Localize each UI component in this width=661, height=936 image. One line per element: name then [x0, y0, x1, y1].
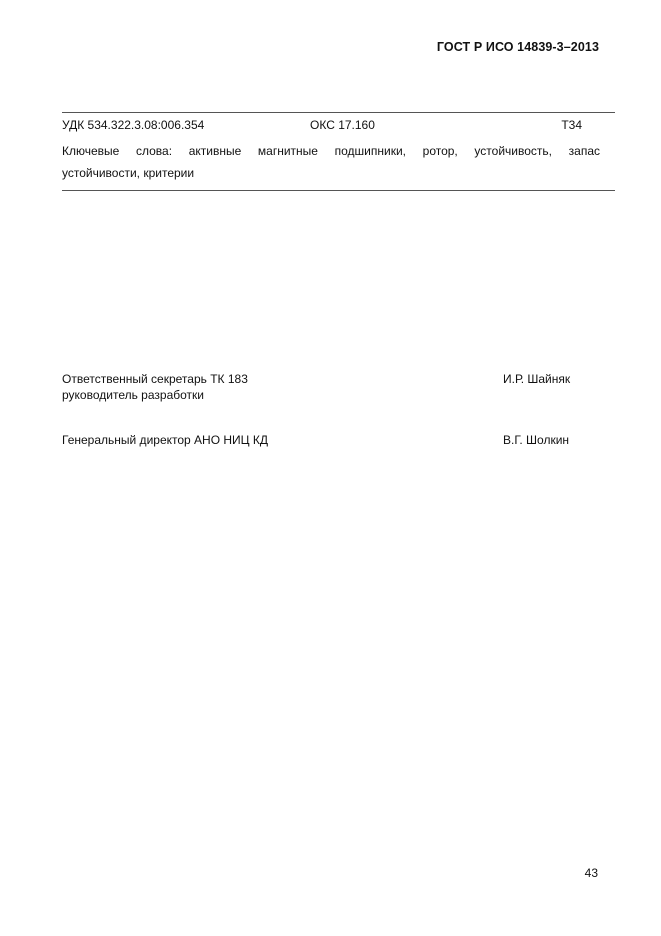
signature-role: [62, 371, 248, 403]
top-divider: [62, 112, 615, 113]
signature-name: В.Г. Шолкин: [503, 433, 570, 447]
category-code: Т34: [561, 118, 582, 132]
signature-role: [62, 432, 268, 448]
oks-code: ОКС 17.160: [310, 118, 375, 132]
signature-block-director: [62, 432, 582, 448]
standard-code: ГОСТ Р ИСО 14839-3–2013: [436, 40, 599, 54]
keywords-block: [62, 140, 600, 184]
signature-name: И.Р. Шайняк: [503, 372, 571, 386]
udc-code: УДК 534.322.3.08:006.354: [62, 118, 205, 132]
bottom-divider: [62, 190, 615, 191]
keywords-line-2: устойчивости, критерии: [62, 166, 195, 180]
page-number: 43: [584, 866, 598, 880]
signature-role-line: руководитель разработки: [62, 388, 204, 402]
signature-role-line: Ответственный секретарь ТК 183: [62, 372, 248, 386]
signature-role-line: Генеральный директор АНО НИЦ КД: [62, 433, 268, 447]
metadata-row: [62, 118, 582, 134]
signature-block-secretary: [62, 371, 582, 405]
keywords-line-1: Ключевые слова: активные магнитные подшипники, ротор, устойчивость, запас: [62, 144, 600, 158]
